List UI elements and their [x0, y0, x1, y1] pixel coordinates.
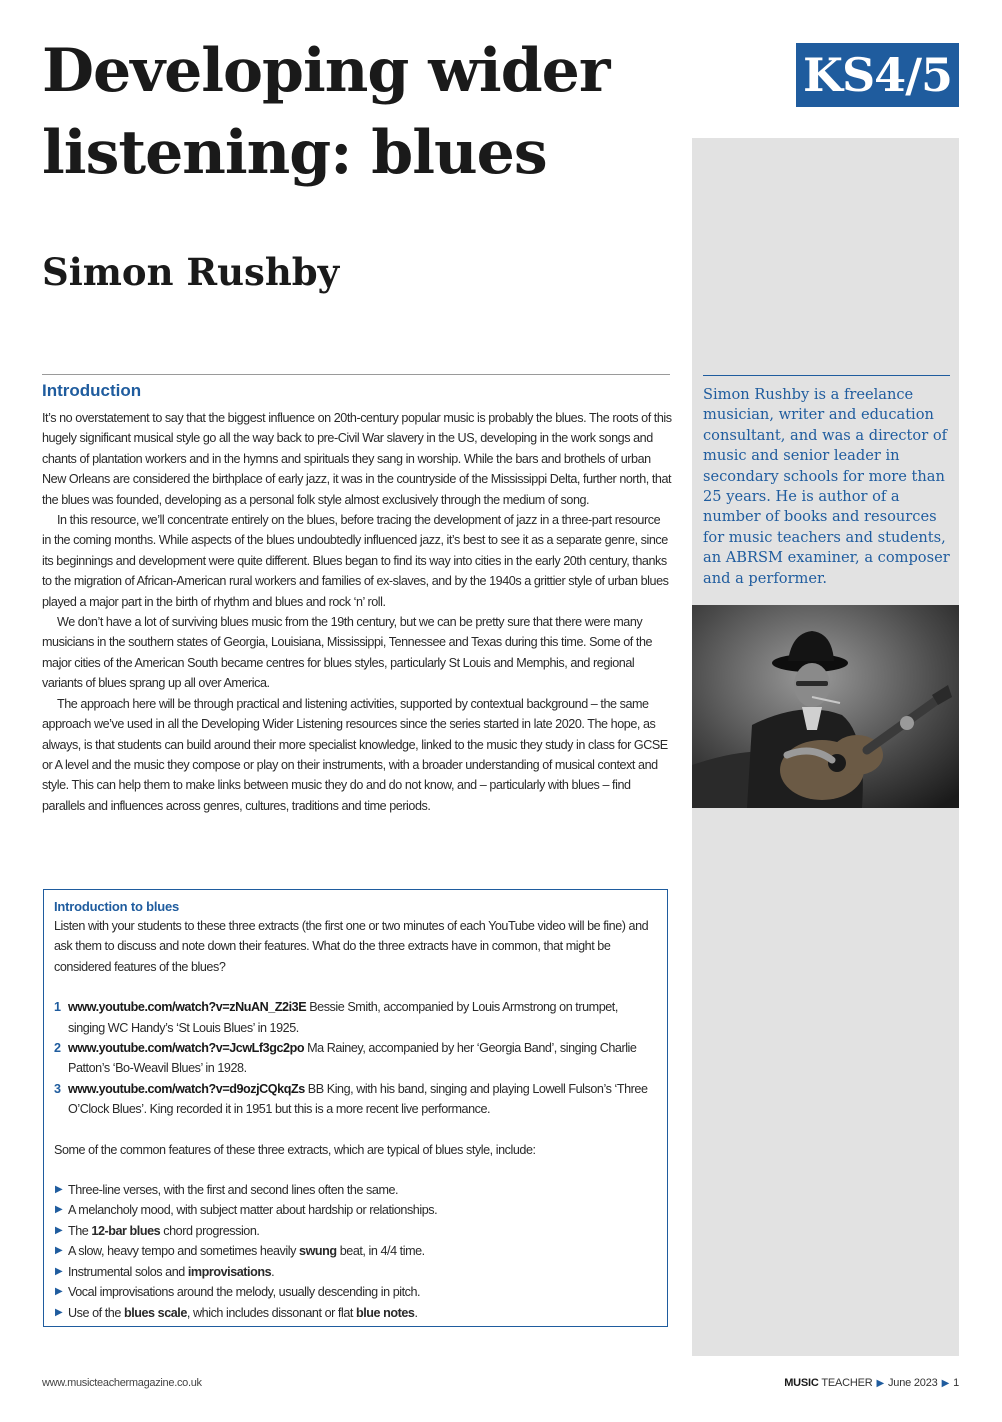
intro-divider [42, 374, 670, 375]
intro-paragraph: It’s no overstatement to say that the biggest influence on 20th-century popular music is probably the blues. The roots of this hugely significant musical style go all the way back to pre-Civil War slavery in the US, developing in the work songs and chants of plantation workers and in the hymns and spirituals they sang in worship. While the bars and brothels of urban New Orleans are considered the birthplace of early jazz, it was in the countryside of the Mississippi Delta, further north, that the blues was founded, developing as a personal folk style almost exclusively through the medium of song. [42, 411, 672, 507]
footer-brand: TEACHER [818, 1377, 873, 1389]
footer-url[interactable]: www.musicteachermagazine.co.uk [42, 1377, 202, 1389]
author-name: Simon Rushby [42, 250, 340, 294]
feature-item: ▶ The 12-bar blues chord progression. [54, 1221, 655, 1241]
feature-item: ▶ Three-line verses, with the first and second lines often the same. [54, 1180, 655, 1200]
intro-body [42, 408, 672, 816]
key-stage-badge: KS4/5 [796, 43, 959, 107]
feature-item: ▶ A slow, heavy tempo and sometimes heavily swung beat, in 4/4 time. [54, 1241, 655, 1261]
guitarist-image [692, 605, 959, 808]
triangle-bullet-icon: ▶ [55, 1306, 63, 1318]
triangle-bullet-icon: ▶ [876, 1378, 884, 1389]
triangle-bullet-icon: ▶ [55, 1245, 63, 1257]
video-link[interactable]: www.youtube.com/watch?v=d9ozjCQkqZs [68, 1081, 305, 1096]
term-swung: swung [299, 1244, 337, 1259]
feature-item: ▶ Use of the blues scale, which includes dissonant or flat blue notes. [54, 1303, 655, 1323]
video-item [54, 997, 655, 1038]
term-improvisations: improvisations [187, 1264, 272, 1279]
features-list [54, 1180, 655, 1323]
intro-paragraph: The approach here will be through practical and listening activities, supported by contextual background – the same approach we’ve used in all the Developing Wider Listening resources since the series started in late 2020. The hope, as always, is that students can build around their more specialist knowledge, linked to the music they study in class for GCSE or A level and the music they compose or play on their instruments, with a broader understanding of musical context and style. This can help them to make links between music they do and do not know, and – particularly with blues – find parallels and influences across genres, cultures, traditions and time periods. [42, 696, 668, 813]
footer-date: June 2023 [887, 1377, 938, 1389]
triangle-bullet-icon: ▶ [941, 1378, 950, 1389]
intro-heading: Introduction [42, 381, 142, 400]
features-intro: Some of the common features of these three extracts, which are typical of blues style, include: [54, 1142, 536, 1157]
triangle-bullet-icon: ▶ [55, 1286, 63, 1298]
item-number: 1 [54, 1000, 61, 1015]
intro-paragraph: In this resource, we’ll concentrate entirely on the blues, before tracing the development of jazz in a three-part resource in the coming months. While aspects of the blues undoubtedly influenced jazz, it’s best to see it as a separate genre, since its beginnings and development were quite different. Blues began to find its way into cities in the early 20th century, thanks to the migration of African-American rural workers and families of ex-slaves, and by the 1940s a grittier style of urban blues played a major part in the birth of rhythm and blues and rock ‘n’ roll. [42, 513, 669, 609]
blues-guitarist-photo [692, 605, 959, 808]
footer-brand-bold: MUSIC [784, 1377, 819, 1389]
triangle-bullet-icon: ▶ [55, 1184, 63, 1196]
video-description: Ma Rainey, accompanied by her ‘Georgia Band’, singing Charlie Patton’s ‘Bo-Weavil Blues’ in 1928. [68, 1041, 637, 1076]
page-number: 1 [953, 1377, 959, 1389]
footer-masthead [784, 1377, 959, 1389]
video-link[interactable]: www.youtube.com/watch?v=zNuAN_Z2i3E [68, 1000, 307, 1015]
feature-item: ▶ Vocal improvisations around the melody, usually descending in pitch. [54, 1282, 655, 1302]
author-bio: Simon Rushby is a freelance musician, writer and education consultant, and was a director of music and senior leader in secondary schools for more than 25 years. He is author of a number of books and resources for music teachers and students, an ABRSM examiner, a composer and a performer. [703, 386, 950, 587]
feature-item: ▶ A melancholy mood, with subject matter about hardship or relationships. [54, 1200, 655, 1220]
item-number: 2 [54, 1041, 61, 1056]
page-title [42, 30, 682, 194]
activity-box [43, 889, 668, 1327]
box-heading: Introduction to blues [54, 899, 180, 914]
triangle-bullet-icon: ▶ [55, 1265, 63, 1277]
item-number: 3 [54, 1081, 61, 1096]
term-12-bar-blues: 12-bar blues [91, 1223, 161, 1238]
video-list [54, 997, 655, 1119]
intro-paragraph: We don’t have a lot of surviving blues music from the 19th century, but we can be pretty sure that there were many musicians in the southern states of Georgia, Louisiana, Mississippi, Tennessee and Texas during this time. Some of the major cities of the American South became centres for blues styles, particularly St Louis and Memphis, and regional variants of blues sprang up all over America. [42, 615, 653, 691]
term-blues-scale: blues scale [123, 1305, 187, 1320]
video-item [54, 1038, 655, 1079]
video-description: Bessie Smith, accompanied by Louis Armstrong on trumpet, singing WC Handy’s ‘St Louis Blues’ in 1925. [68, 1000, 618, 1035]
feature-item: ▶ Instrumental solos and improvisations. [54, 1262, 655, 1282]
video-description: BB King, with his band, singing and playing Lowell Fulson’s ‘Three O’Clock Blues’. King recorded it in 1951 but this is a more recent live performance. [68, 1081, 648, 1117]
video-item [54, 1079, 655, 1120]
title-line-2: listening: blues [42, 118, 547, 188]
video-link[interactable]: www.youtube.com/watch?v=JcwLf3gc2po [68, 1041, 305, 1056]
bio-divider [703, 375, 950, 376]
triangle-bullet-icon: ▶ [55, 1204, 63, 1216]
box-intro: Listen with your students to these three extracts (the first one or two minutes of each YouTube video will be fine) and ask them to discuss and note down their features. What do the three extracts have in common, that might be considered features of the blues? [54, 919, 649, 974]
title-line-1: Developing wider [42, 36, 610, 106]
triangle-bullet-icon: ▶ [55, 1224, 63, 1236]
term-blue-notes: blue notes [355, 1305, 415, 1320]
